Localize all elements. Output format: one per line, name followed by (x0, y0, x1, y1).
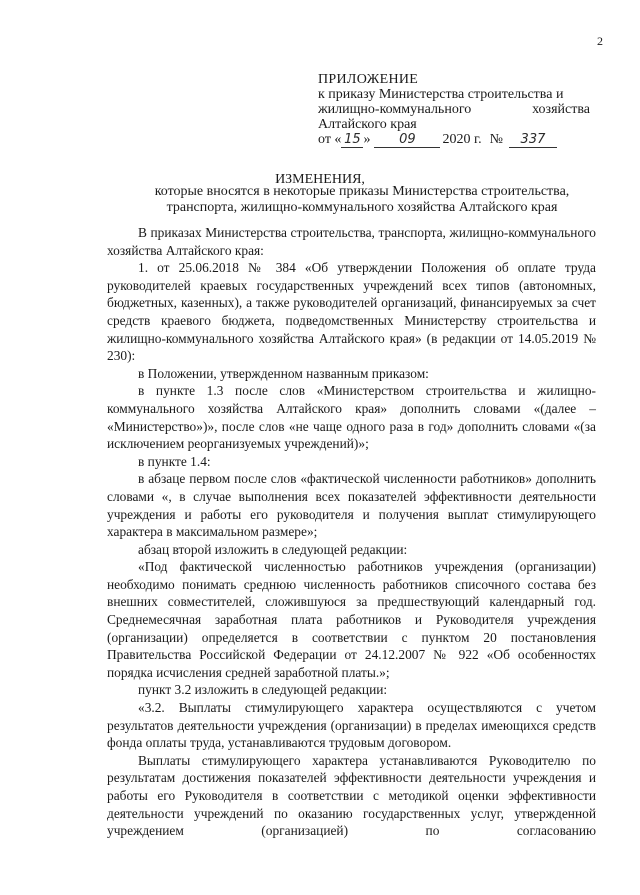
appendix-line-2-right: хозяйства (532, 102, 590, 117)
appendix-line-2 (318, 102, 590, 117)
appendix-line-2-left: жилищно-коммунального (318, 102, 472, 117)
date-month-handwritten: 09 (374, 132, 440, 148)
date-mid: » (363, 132, 371, 147)
paragraph: в абзаце первом после слов «фактической численности работников» дополнить словами «, в случае выполнения всех показателей эффективности деятельности учреждения и работы его руководителя и получения выплат стимулирующего характера в максимальном размере»; (107, 471, 596, 540)
page-number: 2 (597, 34, 603, 48)
changes-subtitle: которые вносятся в некоторые приказы Министерства строительства, транспорта, жилищно-коммунального хозяйства Алтайского края (154, 184, 570, 215)
number-sign: № (489, 132, 503, 147)
changes-title: ИЗМЕНЕНИЯ, (275, 172, 365, 187)
appendix-line-3: Алтайского края (318, 117, 417, 132)
order-number-handwritten: 337 (509, 132, 557, 148)
date-prefix: от « (318, 132, 342, 147)
paragraph: В приказах Министерства строительства, транспорта, жилищно-коммунального хозяйства Алтайского края: (107, 225, 596, 258)
appendix-block (318, 72, 590, 148)
paragraph: абзац второй изложить в следующей редакции: (138, 541, 408, 557)
appendix-line-1: к приказу Министерства строительства и (318, 87, 564, 102)
paragraph: в Положении, утвержденном названным приказом: (138, 365, 429, 381)
paragraph: в пункте 1.4: (138, 453, 211, 469)
paragraph: «3.2. Выплаты стимулирующего характера осуществляются с учетом результатов деятельности учреждения (организации) в пределах имеющихся средств фонда оплаты труда, устанавливаются трудовым договором. (107, 700, 596, 751)
appendix-date-line (318, 132, 590, 148)
paragraph: 1. от 25.06.2018 № 384 «Об утверждении Положения об оплате труда руководителей краевых государственных учреждений всех типов (автономных, бюджетных, казенных), а также руководителей организаций, финансируемых за счет средств краевого бюджета, подведомственных Министерству строительства и жилищно-коммунального хозяйства Алтайского края» (в редакции от 14.05.2019 № 230): (107, 260, 596, 364)
paragraph: в пункте 1.3 после слов «Министерством строительства и жилищно-коммунального хозяйства Алтайского края» дополнить словами «(далее – «Министерство»)», после слов «не чаще одного раза в год» дополнить словами «(за исключением реорганизуемых учреждений)»; (107, 383, 596, 452)
paragraph: пункт 3.2 изложить в следующей редакции: (138, 682, 388, 698)
appendix-title: ПРИЛОЖЕНИЕ (318, 72, 419, 87)
paragraph: Выплаты стимулирующего характера устанавливаются Руководителю по результатам достижения показателей эффективности деятельности учреждения и работы его Руководителя в соответствии с методикой оценки эффективности деятельности учреждений по оказанию государственных услуг, утвержденной учреждением (организацией) по согласованию (107, 752, 596, 839)
document-body (107, 224, 596, 840)
date-day-handwritten: 15 (341, 132, 363, 148)
date-year: 2020 г. (442, 132, 482, 147)
paragraph: «Под фактической численностью работников учреждения (организации) необходимо понимать среднюю численность работников списочного состава без внешних совместителей, сложившуюся за предшествующий календарный год. Среднемесячная заработная плата работников и Руководителя учреждения (организации) определяется в соответствии с пунктом 20 постановления Правительства Российской Федерации от 24.12.2007 № 922 «Об особенностях порядка исчисления средней заработной платы.»; (107, 559, 596, 680)
